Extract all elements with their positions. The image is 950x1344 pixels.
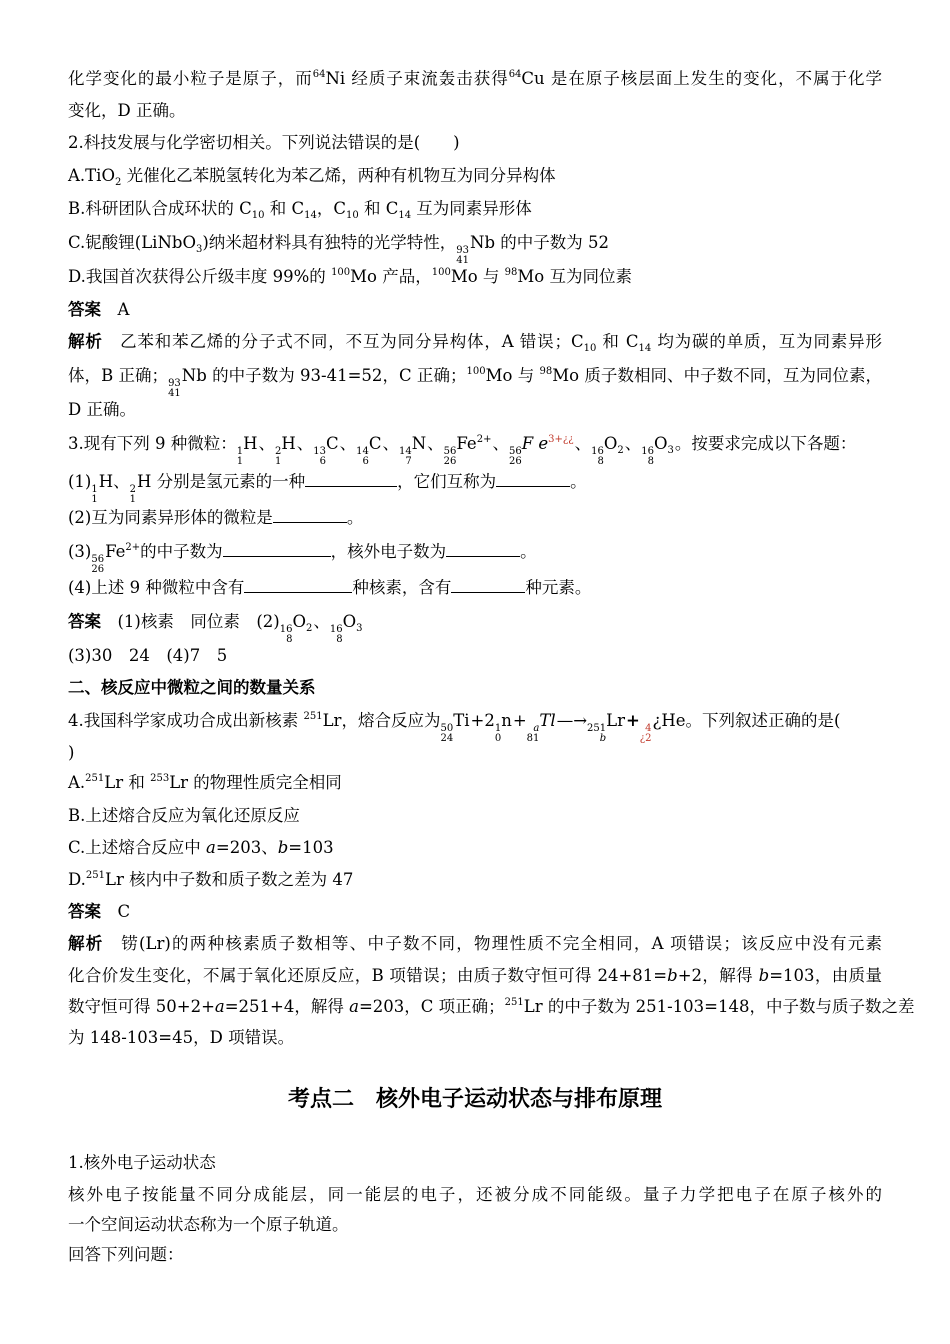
question-2-stem: 2.科技发展与化学密切相关。下列说法错误的是( ) xyxy=(68,133,460,152)
answer-blank[interactable] xyxy=(451,576,525,593)
text-line: 变化，D 正确。 xyxy=(68,101,186,120)
question-4-stem: 4.我国科学家成功合成出新核素 $^{251}$Lr，熔合反应为 50 24 Ti+2 1 0 n+ a 81 Tl—→ 251 b Lr+ 4 ¿2 ¿He。下列叙述正确的是( xyxy=(68,711,841,744)
q4-analysis-line: 数守恒可得 50+2+a=251+4，解得 a=203，C 项正确；$^{251}$Lr 的中子数为 251-103=148，中子数与质子数之差 xyxy=(68,997,915,1016)
q4-analysis-line: 解析 铹(Lr)的两种核素质子数相等、中子数不同，物理性质不完全相同，A 项错误；该反应中没有元素 xyxy=(68,934,882,953)
q3-part-1: (1) 1 1 H、 2 1 H 分别是氢元素的一种 ，它们互称为 。 xyxy=(68,472,587,505)
answer-blank[interactable] xyxy=(223,540,331,557)
question-4-stem-cont: ) xyxy=(68,743,75,762)
q4-option-b: B.上述熔合反应为氧化还原反应 xyxy=(68,806,300,825)
answer-blank[interactable] xyxy=(273,506,347,523)
q4-analysis-line: 化合价发生变化，不属于氧化还原反应，B 项错误；由质子数守恒可得 24+81=b+2，解得 b=103，由质量 xyxy=(68,966,882,985)
answer-blank[interactable] xyxy=(244,576,352,593)
answer-blank[interactable] xyxy=(446,540,520,557)
q3-answer: 答案 (1)核素 同位素 (2) 16 8 $O_2$、 16 8 $O_3$ xyxy=(68,612,363,645)
paragraph: 1.核外电子运动状态 xyxy=(68,1153,216,1172)
q4-option-a: A.$^{251}$Lr 和 $^{253}$Lr 的物理性质完全相同 xyxy=(68,773,342,792)
q2-analysis-line: 解析 乙苯和苯乙烯的分子式不同，不互为同分异构体，A 错误；$C_{10}$ 和 $C_{14}$ 均为碳的单质，互为同素异形 xyxy=(68,332,883,354)
answer-blank[interactable] xyxy=(496,470,570,487)
paragraph: 回答下列问题： xyxy=(68,1245,184,1264)
section-title: 二、核反应中微粒之间的数量关系 xyxy=(68,678,316,697)
q2-answer: 答案 A xyxy=(68,300,130,319)
q2-option-b: B.科研团队合成环状的 $C_{10}$ 和 $C_{14}$，$C_{10}$ 和 $C_{14}$ 互为同素异形体 xyxy=(68,199,532,221)
q2-option-a: A.TiO$_2$ 光催化乙苯脱氢转化为苯乙烯，两种有机物互为同分异构体 xyxy=(68,166,556,188)
q3-part-3: (3) 56 26 $Fe^{2+}$的中子数为 ，核外电子数为 。 xyxy=(68,542,537,575)
q2-option-d: D.我国首次获得公斤级丰度 99%的 $^{100}$Mo 产品，$^{100}$Mo 与 $^{98}$Mo 互为同位素 xyxy=(68,267,632,286)
q3-part-4: (4)上述 9 种微粒中含有 种核素，含有 种元素。 xyxy=(68,578,592,597)
text-line: 化学变化的最小粒子是原子，而$^{64}$Ni 经质子束流轰击获得$^{64}$Cu 是在原子核层面上发生的变化，不属于化学 xyxy=(68,69,883,88)
section-heading: 考点二 核外电子运动状态与排布原理 xyxy=(287,1087,662,1112)
paragraph: 核外电子按能量不同分成能层，同一能层的电子，还被分成不同能级。量子力学把电子在原子核外的 xyxy=(68,1185,882,1204)
q2-analysis-line: D 正确。 xyxy=(68,400,136,419)
question-3-stem: 3.现有下列 9 种微粒： 1 1 H、 2 1 H、 13 6 C、 14 6 C、 14 7 N、 56 26 $Fe^{2+}$、 56 26 F $e^{3+¿¿}$、 16 8 $O_2$、 16 8 $O_3$。按要求完成以下各题： xyxy=(68,434,857,467)
q4-answer: 答案 C xyxy=(68,902,131,921)
q3-answer-line: (3)30 24 (4)7 5 xyxy=(68,646,228,665)
answer-blank[interactable] xyxy=(305,470,397,487)
paragraph: 一个空间运动状态称为一个原子轨道。 xyxy=(68,1215,349,1234)
q2-option-c: C.铌酸锂(LiNbO$_3$)纳米超材料具有独特的光学特性， 93 41 Nb 的中子数为 52 xyxy=(68,233,610,266)
q3-part-2: (2)互为同素异形体的微粒是 。 xyxy=(68,508,364,527)
q4-analysis-line: 为 148-103=45，D 项错误。 xyxy=(68,1028,295,1047)
q4-option-c: C.上述熔合反应中 a=203、b=103 xyxy=(68,838,334,857)
q4-option-d: D.$^{251}$Lr 核内中子数和质子数之差为 47 xyxy=(68,870,354,889)
q2-analysis-line: 体，B 正确； 93 41 Nb 的中子数为 93-41=52，C 正确；$^{100}$Mo 与 $^{98}$Mo 质子数相同、中子数不同，互为同位素， xyxy=(68,366,883,399)
